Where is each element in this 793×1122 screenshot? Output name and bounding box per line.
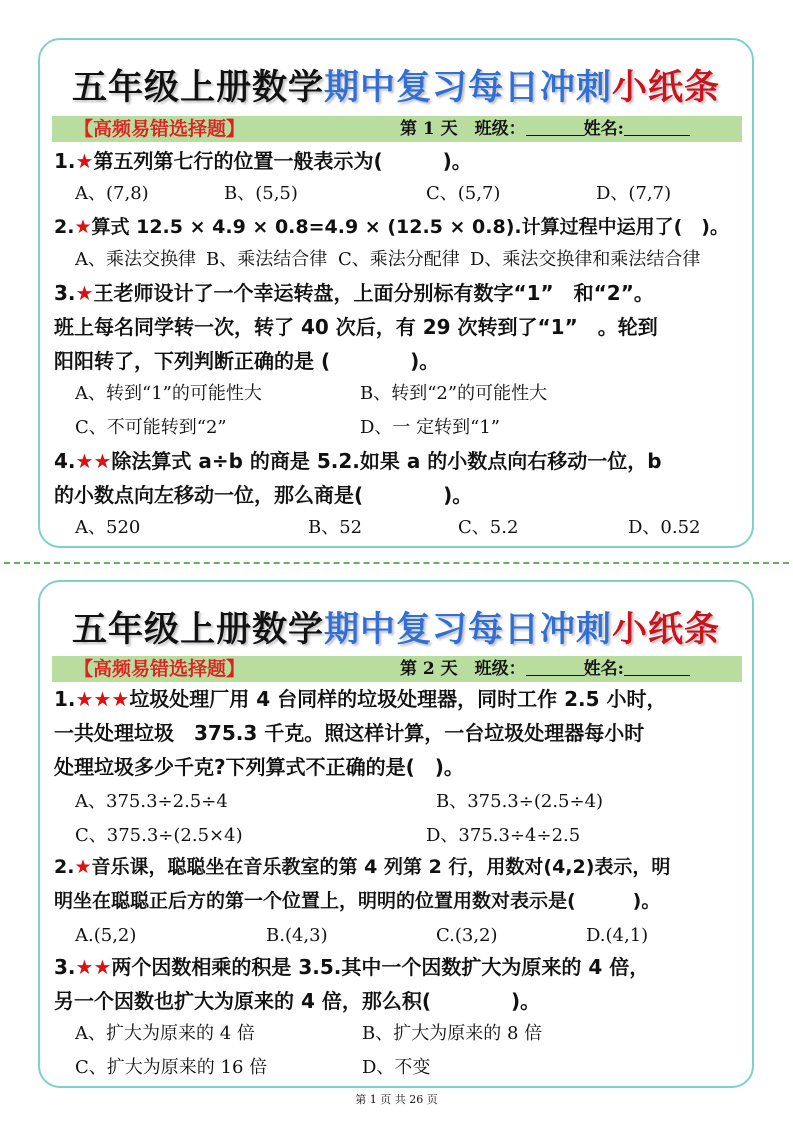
option-a[interactable]: A、375.3÷2.5÷4 xyxy=(75,791,228,812)
title-part-grade: 五年级上册数学 xyxy=(71,67,324,108)
option-c[interactable]: C、不可能转到“2” xyxy=(75,417,227,438)
option-d[interactable]: D、0.52 xyxy=(628,517,701,538)
day-info xyxy=(400,116,690,142)
question-1-line-3: 处理垃圾多少千克?下列算式不正确的是( )。 xyxy=(54,755,464,779)
option-b[interactable]: B、52 xyxy=(308,517,363,538)
difficulty-stars: ★ xyxy=(74,216,92,238)
question-4-line-2: 的小数点向左移动一位，那么商是( )。 xyxy=(54,483,473,507)
option-a[interactable]: A、(7,8) xyxy=(75,183,149,204)
question-3-line-3: 阳阳转了，下列判断正确的是 ( )。 xyxy=(54,349,440,373)
card-day-1 xyxy=(38,38,754,548)
card-title xyxy=(40,60,752,110)
option-b[interactable]: B、乘法结合律 xyxy=(206,249,328,270)
option-a[interactable]: A、520 xyxy=(75,517,141,538)
day-info xyxy=(400,656,690,682)
header-bar xyxy=(52,656,742,682)
question-4 xyxy=(54,444,662,478)
question-3 xyxy=(54,950,649,984)
title-part-note: 小纸条 xyxy=(612,609,721,650)
question-2-line-2: 明坐在聪聪正后方的第一个位置上，明明的位置用数对表示是( )。 xyxy=(54,890,661,912)
class-label: 班级： xyxy=(474,659,526,679)
question-number: 3. xyxy=(54,281,76,305)
title-part-review: 期中复习每日冲刺 xyxy=(323,67,612,108)
question-2 xyxy=(54,850,670,884)
question-text: 除法算式 a÷b 的商是 5.2.如果 a 的小数点向右移动一位，b xyxy=(111,449,662,473)
title-part-review: 期中复习每日冲刺 xyxy=(323,609,612,650)
question-2 xyxy=(54,210,729,244)
question-1-line-2: 一共处理垃圾 375.3 千克。照这样计算，一台垃圾处理器每小时 xyxy=(54,721,645,745)
difficulty-stars: ★★★ xyxy=(75,687,130,711)
question-3-line-2: 另一个因数也扩大为原来的 4 倍，那么积( )。 xyxy=(54,989,541,1013)
question-3-line-2: 班上每名同学转一次，转了 40 次后，有 29 次转到了“1” 。轮到 xyxy=(54,315,658,339)
option-c[interactable]: C、乘法分配律 xyxy=(338,249,460,270)
difficulty-stars: ★★ xyxy=(75,449,112,473)
option-b[interactable]: B、375.3÷(2.5÷4) xyxy=(436,791,604,812)
class-blank[interactable] xyxy=(526,657,584,676)
difficulty-stars: ★ xyxy=(74,856,92,878)
option-c[interactable]: C、5.2 xyxy=(458,517,519,538)
question-1 xyxy=(54,144,472,178)
question-number: 1. xyxy=(54,687,76,711)
class-blank[interactable] xyxy=(526,117,584,136)
option-d[interactable]: D.(4,1) xyxy=(586,925,649,946)
dashed-divider xyxy=(4,562,789,564)
option-b[interactable]: B、(5,5) xyxy=(224,183,298,204)
difficulty-stars: ★★ xyxy=(75,955,112,979)
difficulty-stars: ★ xyxy=(75,149,94,173)
option-a[interactable]: A.(5,2) xyxy=(75,925,137,946)
question-text: 王老师设计了一个幸运转盘，上面分别标有数字“1” 和“2”。 xyxy=(93,281,654,305)
question-number: 1. xyxy=(54,149,76,173)
page-footer: 第 1 页 共 26 页 xyxy=(355,1093,438,1106)
class-label: 班级： xyxy=(474,119,526,139)
day-label: 第 2 天 xyxy=(400,659,458,679)
question-text: 两个因数相乘的积是 3.5.其中一个因数扩大为原来的 4 倍， xyxy=(111,955,650,979)
option-d[interactable]: D、375.3÷4÷2.5 xyxy=(426,825,581,846)
option-d[interactable]: D、不变 xyxy=(362,1057,431,1078)
question-text: 垃圾处理厂用 4 台同样的垃圾处理器，同时工作 2.5 小时， xyxy=(129,687,667,711)
day-label: 第 1 天 xyxy=(400,119,458,139)
option-c[interactable]: C、(5,7) xyxy=(426,183,501,204)
name-label: 姓名: xyxy=(583,659,624,679)
difficulty-stars: ★ xyxy=(75,281,94,305)
section-tag: 【高频易错选择题】 xyxy=(74,658,246,680)
question-1 xyxy=(54,682,667,716)
title-part-note: 小纸条 xyxy=(612,67,721,108)
section-tag: 【高频易错选择题】 xyxy=(74,118,246,140)
option-d[interactable]: D、(7,7) xyxy=(596,183,672,204)
option-b[interactable]: B.(4,3) xyxy=(266,925,328,946)
option-a[interactable]: A、扩大为原来的 4 倍 xyxy=(75,1023,255,1044)
title-part-grade: 五年级上册数学 xyxy=(71,609,324,650)
header-bar xyxy=(52,116,742,142)
question-text: 音乐课，聪聪坐在音乐教室的第 4 列第 2 行，用数对(4,2)表示，明 xyxy=(91,856,671,878)
option-a[interactable]: A、乘法交换律 xyxy=(75,249,196,270)
name-label: 姓名: xyxy=(583,119,624,139)
question-number: 2. xyxy=(54,856,75,878)
option-a[interactable]: A、转到“1”的可能性大 xyxy=(75,383,262,404)
option-d[interactable]: D、一 定转到“1” xyxy=(360,417,501,438)
question-3 xyxy=(54,276,654,310)
option-b[interactable]: B、转到“2”的可能性大 xyxy=(360,383,548,404)
card-day-2 xyxy=(38,580,754,1088)
question-number: 3. xyxy=(54,955,76,979)
question-text: 算式 12.5 × 4.9 × 0.8=4.9 × (12.5 × 0.8).计算过程中运用了( )。 xyxy=(91,216,729,238)
option-c[interactable]: C、375.3÷(2.5×4) xyxy=(75,825,243,846)
card-title xyxy=(40,602,752,652)
name-blank[interactable] xyxy=(624,117,690,136)
name-blank[interactable] xyxy=(624,657,690,676)
question-text: 第五列第七行的位置一般表示为( )。 xyxy=(93,149,472,173)
question-number: 2. xyxy=(54,216,75,238)
option-b[interactable]: B、扩大为原来的 8 倍 xyxy=(362,1023,543,1044)
option-d[interactable]: D、乘法交换律和乘法结合律 xyxy=(470,249,701,270)
option-c[interactable]: C、扩大为原来的 16 倍 xyxy=(75,1057,268,1078)
question-number: 4. xyxy=(54,449,76,473)
option-c[interactable]: C.(3,2) xyxy=(436,925,498,946)
